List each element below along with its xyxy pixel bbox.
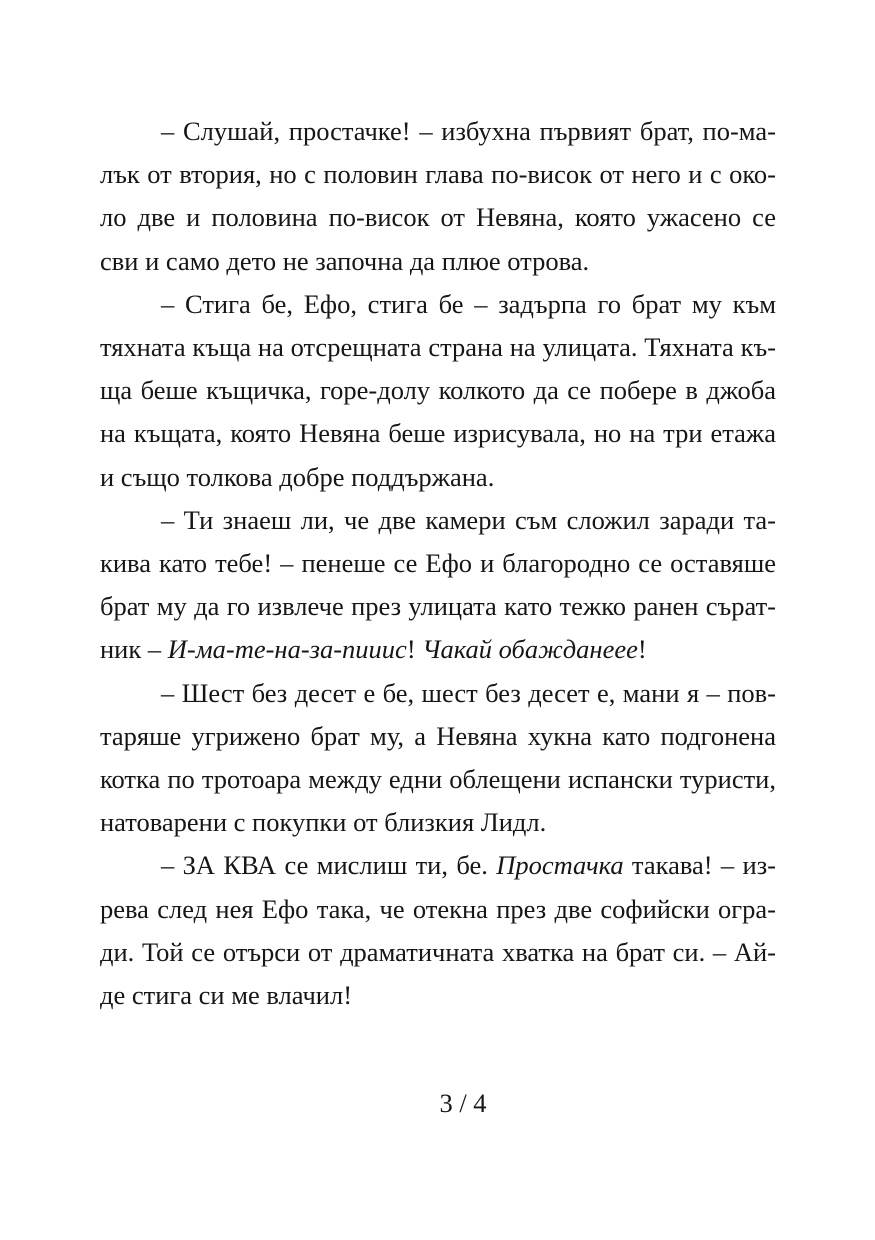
page-number: 3 / 4 — [439, 1088, 487, 1118]
text-line — [100, 499, 776, 542]
text-segment: ! — [637, 634, 647, 665]
text-line — [100, 758, 776, 801]
text-line — [100, 412, 776, 455]
text-segment: лък от втория, но с половин глава по-висок от него и с око- — [100, 159, 776, 190]
text-segment: рева след нея Ефо така, че отекна през две софийски огра- — [100, 893, 776, 924]
text-segment: де стига си ме влачил! — [100, 980, 353, 1011]
italic-text-segment: И-ма-те-на-за-пииис — [167, 634, 407, 665]
text-segment: ща беше къщичка, горе-долу колкото да се побере в джоба — [100, 375, 776, 406]
text-line — [100, 153, 776, 196]
text-segment: – Ти знаеш ли, че две камери съм сложил заради та- — [161, 504, 776, 535]
text-line — [100, 326, 776, 369]
text-line — [100, 456, 776, 499]
paragraph — [100, 499, 776, 672]
text-line — [100, 628, 776, 671]
paragraph — [100, 672, 776, 845]
italic-text-segment: Простачка — [496, 850, 624, 881]
text-segment: брат му да го извлече през улицата като тежко ранен сърат- — [100, 591, 776, 622]
text-line — [100, 240, 776, 283]
text-line — [100, 672, 776, 715]
text-block — [100, 110, 776, 1017]
text-line — [100, 585, 776, 628]
text-segment: – Шест без десет е бе, шест без десет е, мани я – пов- — [161, 677, 776, 708]
text-line — [100, 369, 776, 412]
text-segment: тяхната къща на отсрещната страна на улицата. Тяхната къ- — [100, 332, 776, 363]
text-line — [100, 542, 776, 585]
text-segment: кива като тебе! – пенеше се Ефо и благородно се оставяше — [100, 548, 776, 579]
paragraph — [100, 844, 776, 1017]
text-line — [100, 196, 776, 239]
text-segment: – Стига бе, Ефо, стига бе – задърпа го брат му към — [161, 288, 776, 319]
text-segment: ! — [406, 634, 423, 665]
text-segment: таряше угрижено брат му, а Невяна хукна като подгонена — [100, 720, 776, 751]
text-segment: ник – — [100, 634, 168, 665]
italic-text-segment: Чакай обажданеее — [422, 634, 638, 665]
text-segment: котка по тротоара между едни облещени испански туристи, — [100, 764, 776, 795]
text-segment: ло две и половина по-висок от Невяна, която ужасено се — [100, 202, 776, 233]
text-line — [100, 974, 776, 1017]
text-segment: на къщата, която Невяна беше изрисувала, но на три етажа — [100, 418, 776, 449]
text-line — [100, 283, 776, 326]
text-segment: ди. Той се отърси от драматичната хватка на брат си. – Ай- — [100, 936, 776, 967]
text-segment: такава! – из- — [623, 850, 776, 881]
text-line — [100, 715, 776, 758]
text-line — [100, 801, 776, 844]
text-segment: натоварени с покупки от близкия Лидл. — [100, 807, 547, 838]
text-line — [100, 110, 776, 153]
text-line — [100, 931, 776, 974]
paragraph — [100, 283, 776, 499]
paragraph — [100, 110, 776, 283]
text-line — [100, 844, 776, 887]
text-segment: – ЗА КВА се мислиш ти, бе. — [161, 850, 497, 881]
text-segment: и също толкова добре поддържана. — [100, 461, 495, 492]
text-line — [100, 888, 776, 931]
text-segment: – Слушай, простачке! – избухна първият брат, по-ма- — [161, 116, 776, 146]
text-segment: сви и само дето не започна да плюе отрова. — [100, 245, 590, 276]
